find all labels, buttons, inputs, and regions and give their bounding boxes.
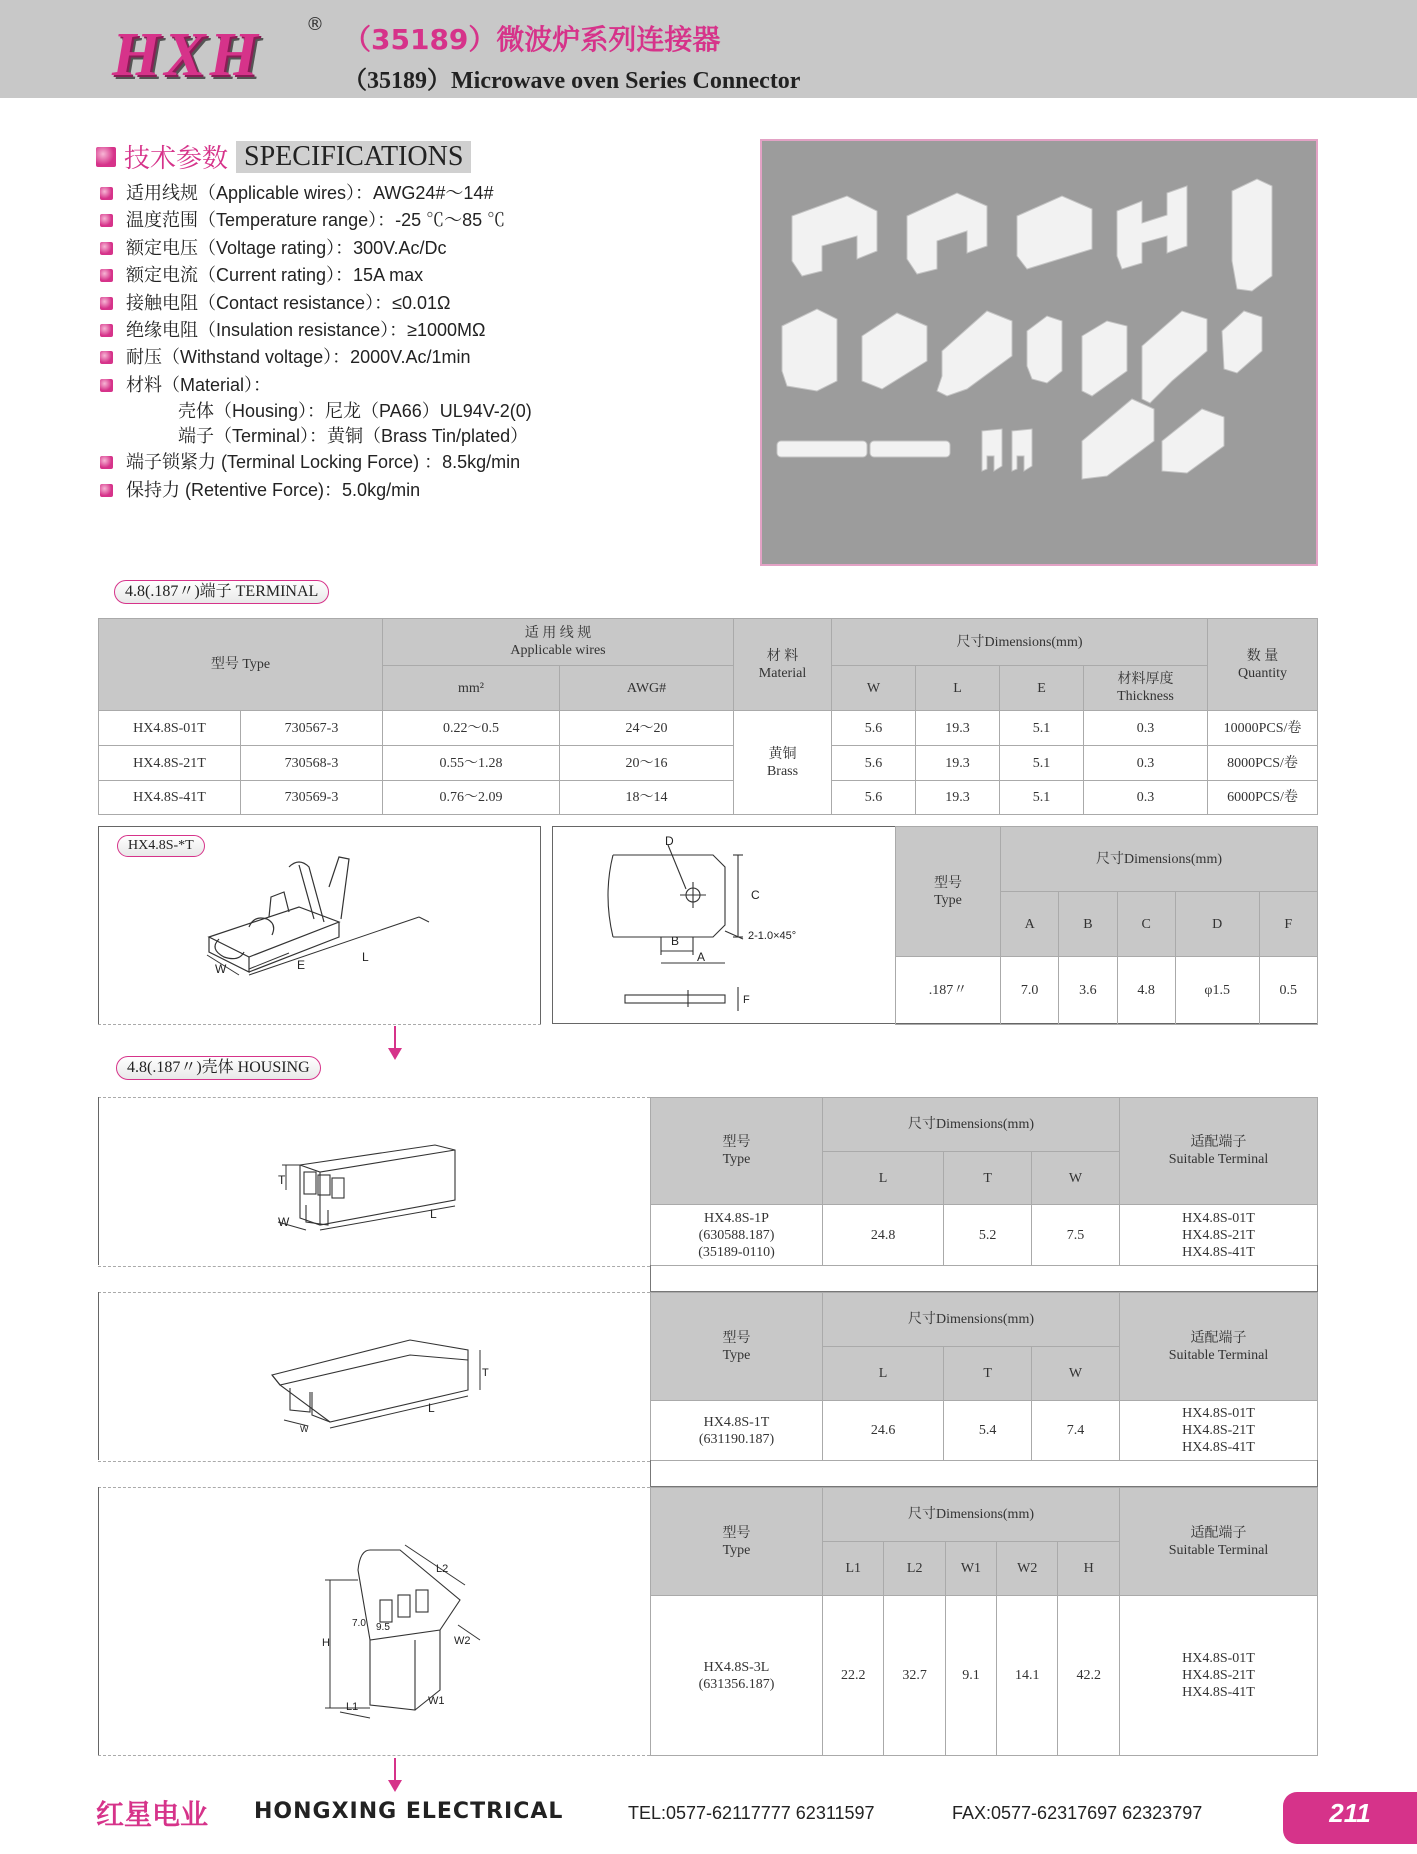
cell: 32.7 xyxy=(884,1596,945,1756)
cell: 7.5 xyxy=(1032,1205,1120,1266)
cell: 9.1 xyxy=(945,1596,996,1756)
specifications-heading xyxy=(96,138,471,175)
wires-cn: 适 用 线 规 xyxy=(524,626,592,641)
cell: 5.4 xyxy=(944,1401,1032,1461)
cell: 5.2 xyxy=(944,1205,1032,1266)
h3-col-h: H xyxy=(1058,1542,1120,1596)
bullet-square-icon xyxy=(100,187,113,200)
table-gap xyxy=(650,1265,1318,1292)
tab-c-label: C xyxy=(751,888,760,902)
bullet-square-icon xyxy=(100,324,113,337)
h3-col-l2: L2 xyxy=(884,1542,945,1596)
cell-suitable xyxy=(1120,1596,1318,1756)
col-wires xyxy=(383,619,734,666)
telephone: TEL:0577-62117777 62311597 xyxy=(628,1803,875,1823)
hxh-logo: HXH xyxy=(112,21,262,89)
spec-text: 适用线规（Applicable wires）：AWG24#～14# xyxy=(126,183,494,203)
spec-text: 保持力 (Retentive Force)：5.0kg/min xyxy=(126,479,421,500)
cell: HX4.8S-21T xyxy=(99,746,241,781)
h3-col-dims: 尺寸Dimensions(mm) xyxy=(823,1488,1120,1542)
cell: 8000PCS/卷 xyxy=(1208,746,1318,781)
material-en: Material xyxy=(758,665,807,681)
spec-text: 绝缘电阻（Insulation resistance）：≥1000MΩ xyxy=(126,319,486,340)
h3-h-label: H xyxy=(322,1637,330,1649)
cell: 0.76～2.09 xyxy=(383,781,560,815)
tab-d-label: D xyxy=(665,834,674,848)
terminal-section-tag: 4.8(.187〃)端子 TERMINAL xyxy=(114,580,329,604)
type-cn: 型号 xyxy=(722,1330,751,1346)
type-en: Type xyxy=(722,1347,751,1363)
spec-item xyxy=(100,180,740,207)
h2-col-t: T xyxy=(944,1347,1032,1401)
cell: 0.22～0.5 xyxy=(383,711,560,746)
type-line: (630588.187) xyxy=(698,1227,775,1243)
h3-col-w2: W2 xyxy=(997,1542,1058,1596)
bullet-square-icon xyxy=(100,214,113,227)
type-line: (35189-0110) xyxy=(698,1244,775,1260)
bullet-square-icon xyxy=(100,379,113,392)
table-row xyxy=(896,957,1318,1025)
tab-dimensions-box xyxy=(552,826,1318,1024)
cell: 19.3 xyxy=(916,746,1000,781)
h3-9-label: 9.5 xyxy=(376,1622,390,1633)
terminal-drawing-tag: HX4.8S-*T xyxy=(117,835,205,857)
thick-cn: 材料厚度 xyxy=(1117,672,1174,687)
dim-e-label: E xyxy=(297,958,306,972)
divider xyxy=(98,1266,650,1267)
terminal-spec-table xyxy=(98,618,1318,815)
type-cn: 型号 xyxy=(722,1135,751,1150)
cell: 5.1 xyxy=(1000,746,1084,781)
type-line: (631356.187) xyxy=(698,1676,775,1692)
page-number: 211 xyxy=(1329,1798,1371,1828)
qty-cn: 数 量 xyxy=(1246,648,1279,664)
spec-text: 额定电压（Voltage rating）：300V.Ac/Dc xyxy=(126,237,447,258)
cell-type xyxy=(651,1205,823,1266)
divider xyxy=(98,1755,650,1756)
cell: 730569-3 xyxy=(241,781,383,815)
spec-heading-cn: 技术参数 xyxy=(124,144,229,174)
cell: 5.6 xyxy=(832,746,916,781)
cell: 5.6 xyxy=(832,781,916,815)
type-line: HX4.8S-1T xyxy=(703,1414,770,1430)
h2-t-label: T xyxy=(482,1367,489,1379)
suit-en: Suitable Terminal xyxy=(1168,1542,1269,1558)
brand-en: HONGXING ELECTRICAL xyxy=(254,1799,564,1824)
cell-suitable xyxy=(1120,1401,1318,1461)
col-awg: AWG# xyxy=(560,666,734,711)
bullet-square-icon xyxy=(96,147,116,167)
spec-heading-en: SPECIFICATIONS xyxy=(236,141,471,173)
housing-1p-drawing xyxy=(260,1130,500,1245)
h3-7-label: 7.0 xyxy=(352,1618,366,1629)
down-arrow-icon xyxy=(394,1758,396,1788)
bullet-square-icon xyxy=(100,456,113,469)
tab-col-f: F xyxy=(1259,892,1317,957)
spec-text: 耐压（Withstand voltage）：2000V.Ac/1min xyxy=(126,347,471,368)
h3-col-type xyxy=(651,1488,823,1596)
spec-item xyxy=(100,235,740,262)
suitable-line: HX4.8S-01T xyxy=(1182,1210,1255,1226)
dim-w-label: W xyxy=(215,962,227,976)
divider xyxy=(98,1292,650,1293)
h1-w-label: W xyxy=(278,1215,290,1229)
suit-en: Suitable Terminal xyxy=(1168,1152,1269,1167)
spec-item xyxy=(100,207,740,234)
spec-item xyxy=(100,344,740,371)
spec-text: 温度范围（Temperature range）：-25 ℃～85 ℃ xyxy=(126,210,506,231)
table-row xyxy=(651,1596,1318,1756)
tab-col-type xyxy=(896,827,1001,957)
suitable-line: HX4.8S-21T xyxy=(1182,1423,1255,1438)
dim-l-label: L xyxy=(362,950,369,964)
spec-item xyxy=(100,262,740,289)
type-en: Type xyxy=(722,1152,751,1167)
terminal-drawing-box xyxy=(98,826,541,1024)
material-cell xyxy=(734,711,832,815)
fax: FAX:0577-62317697 62323797 xyxy=(952,1803,1203,1823)
type-line: (631190.187) xyxy=(698,1431,775,1447)
housing-1t-table xyxy=(650,1292,1318,1461)
qty-en: Quantity xyxy=(1238,665,1287,681)
block-left-border xyxy=(98,1487,99,1755)
col-type: 型号 Type xyxy=(99,619,383,711)
suitable-line: HX4.8S-41T xyxy=(1182,1685,1255,1700)
table-row xyxy=(651,1401,1318,1461)
spec-item xyxy=(100,290,740,317)
h3-w2-label: W2 xyxy=(454,1635,471,1647)
col-w: W xyxy=(832,666,916,711)
tab-a-label: A xyxy=(697,950,706,964)
type-cn: 型号 xyxy=(934,875,962,891)
block-left-border xyxy=(98,1097,99,1265)
cell: 20～16 xyxy=(560,746,734,781)
suitable-line: HX4.8S-01T xyxy=(1182,1651,1255,1666)
col-quantity xyxy=(1208,619,1318,711)
down-arrow-icon xyxy=(394,1026,396,1056)
bullet-square-icon xyxy=(100,242,113,255)
tab-col-b: B xyxy=(1059,892,1117,957)
tab-chamfer-label: 2-1.0×45° xyxy=(748,930,797,942)
cell: 22.2 xyxy=(823,1596,884,1756)
tab-dimensions-table xyxy=(895,826,1318,1025)
h2-col-l: L xyxy=(823,1347,944,1401)
table-row xyxy=(651,1205,1318,1266)
spec-text: 材料（Material）： xyxy=(126,374,272,395)
spec-item xyxy=(100,477,740,504)
divider xyxy=(98,1097,650,1098)
cell-type xyxy=(651,1401,823,1461)
h1-col-suitable xyxy=(1120,1098,1318,1205)
suitable-line: HX4.8S-41T xyxy=(1182,1440,1255,1455)
h1-col-t: T xyxy=(944,1152,1032,1205)
col-l: L xyxy=(916,666,1000,711)
wires-en: Applicable wires xyxy=(510,643,606,658)
bullet-square-icon xyxy=(100,351,113,364)
cell: 18～14 xyxy=(560,781,734,815)
suit-en: Suitable Terminal xyxy=(1168,1347,1269,1363)
spec-text: 接触电阻（Contact resistance）：≤0.01Ω xyxy=(126,292,451,313)
housing-3l-drawing xyxy=(310,1530,510,1720)
title-cn: （35189）微波炉系列连接器 xyxy=(343,23,721,56)
title-en: （35189）Microwave oven Series Connector xyxy=(343,68,801,94)
cell: 6000PCS/卷 xyxy=(1208,781,1318,815)
cell: 24.8 xyxy=(823,1205,944,1266)
col-dims: 尺寸Dimensions(mm) xyxy=(832,619,1208,666)
cell: 14.1 xyxy=(997,1596,1058,1756)
cell: 7.4 xyxy=(1032,1401,1120,1461)
spec-item xyxy=(100,317,740,344)
housing-3l-table xyxy=(650,1487,1318,1756)
divider xyxy=(98,1487,650,1488)
cell: 3.6 xyxy=(1059,957,1117,1025)
connector-photo-illustration xyxy=(762,141,1316,564)
h2-col-suitable xyxy=(1120,1293,1318,1401)
housing-1p-table xyxy=(650,1097,1318,1266)
tab-col-c: C xyxy=(1117,892,1175,957)
tab-b-label: B xyxy=(671,934,680,948)
suitable-line: HX4.8S-21T xyxy=(1182,1668,1255,1683)
suitable-line: HX4.8S-41T xyxy=(1182,1244,1255,1260)
h3-col-l1: L1 xyxy=(823,1542,884,1596)
cell-type xyxy=(651,1596,823,1756)
cell: 0.3 xyxy=(1084,746,1208,781)
table-gap xyxy=(650,1460,1318,1487)
col-thickness xyxy=(1084,666,1208,711)
cell: 24.6 xyxy=(823,1401,944,1461)
table-row xyxy=(99,746,1318,781)
h1-col-dims: 尺寸Dimensions(mm) xyxy=(823,1098,1120,1152)
cell: 19.3 xyxy=(916,781,1000,815)
spec-text: 端子锁紧力 (Terminal Locking Force) ：8.5kg/min xyxy=(126,452,521,473)
h1-col-type xyxy=(651,1098,823,1205)
tab-col-a: A xyxy=(1001,892,1059,957)
spec-item xyxy=(100,372,740,399)
h3-col-w1: W1 xyxy=(945,1542,996,1596)
thick-en: Thickness xyxy=(1117,689,1174,704)
h3-col-suitable xyxy=(1120,1488,1318,1596)
h2-col-dims: 尺寸Dimensions(mm) xyxy=(823,1293,1120,1347)
col-material xyxy=(734,619,832,711)
terminal-drawing xyxy=(99,827,539,1022)
cell: 10000PCS/卷 xyxy=(1208,711,1318,746)
h2-col-w: W xyxy=(1032,1347,1120,1401)
block-left-border xyxy=(98,1292,99,1460)
cell: 5.1 xyxy=(1000,781,1084,815)
h1-t-label: T xyxy=(278,1173,286,1187)
bullet-square-icon xyxy=(100,297,113,310)
material-terminal: 端子（Terminal）：黄铜（Brass Tin/plated） xyxy=(178,426,529,447)
bullet-square-icon xyxy=(100,269,113,282)
cell: 0.55～1.28 xyxy=(383,746,560,781)
cell: 730567-3 xyxy=(241,711,383,746)
tab-drawing xyxy=(553,827,895,1023)
h2-col-type xyxy=(651,1293,823,1401)
cell: 0.3 xyxy=(1084,711,1208,746)
cell: 0.3 xyxy=(1084,781,1208,815)
cell: .187〃 xyxy=(896,957,1001,1025)
type-line: HX4.8S-1P xyxy=(704,1210,769,1226)
h3-l2-label: L2 xyxy=(436,1563,449,1575)
h2-w-label: W xyxy=(300,1424,309,1434)
col-mm2: mm² xyxy=(383,666,560,711)
cell: HX4.8S-41T xyxy=(99,781,241,815)
cell: 5.1 xyxy=(1000,711,1084,746)
type-line: HX4.8S-3L xyxy=(703,1659,770,1675)
suitable-line: HX4.8S-21T xyxy=(1182,1227,1255,1243)
suit-cn: 适配端子 xyxy=(1190,1525,1247,1541)
suit-cn: 适配端子 xyxy=(1190,1330,1247,1346)
cell: 7.0 xyxy=(1001,957,1059,1025)
cell: 730568-3 xyxy=(241,746,383,781)
suitable-line: HX4.8S-01T xyxy=(1182,1406,1255,1421)
cell: 5.6 xyxy=(832,711,916,746)
h1-l-label: L xyxy=(430,1207,437,1221)
bullet-square-icon xyxy=(100,484,113,497)
h2-l-label: L xyxy=(428,1401,435,1415)
brass-en: Brass xyxy=(766,763,799,779)
h3-w1-label: W1 xyxy=(428,1695,445,1707)
spec-item xyxy=(100,449,740,476)
cell: 0.5 xyxy=(1259,957,1317,1025)
housing-section-tag: 4.8(.187〃)壳体 HOUSING xyxy=(116,1056,321,1080)
material-housing: 壳体（Housing）：尼龙（PA66）UL94V-2(0) xyxy=(178,401,532,422)
divider xyxy=(98,1024,541,1025)
cell: 24～20 xyxy=(560,711,734,746)
suit-cn: 适配端子 xyxy=(1190,1135,1247,1150)
material-cn: 材 料 xyxy=(766,648,799,664)
table-row xyxy=(99,781,1318,815)
h3-l1-label: L1 xyxy=(346,1701,359,1713)
registered-mark: ® xyxy=(306,14,324,35)
tab-f-label: F xyxy=(743,994,750,1006)
cell: HX4.8S-01T xyxy=(99,711,241,746)
housing-1t-drawing xyxy=(260,1330,500,1435)
h1-col-l: L xyxy=(823,1152,944,1205)
brand-cn: 红星电业 xyxy=(96,1798,209,1831)
cell: φ1.5 xyxy=(1175,957,1259,1025)
table-row xyxy=(99,711,1318,746)
cell: 19.3 xyxy=(916,711,1000,746)
cell: 42.2 xyxy=(1058,1596,1120,1756)
product-photo xyxy=(760,139,1318,566)
cell-suitable xyxy=(1120,1205,1318,1266)
tab-col-dims: 尺寸Dimensions(mm) xyxy=(1001,827,1318,892)
spec-list xyxy=(100,180,740,504)
type-en: Type xyxy=(934,892,962,908)
brass-cn: 黄铜 xyxy=(768,746,797,762)
h1-col-w: W xyxy=(1032,1152,1120,1205)
type-cn: 型号 xyxy=(722,1525,751,1541)
col-e: E xyxy=(1000,666,1084,711)
tab-col-d: D xyxy=(1175,892,1259,957)
divider xyxy=(98,1461,650,1462)
spec-text: 额定电流（Current rating）：15A max xyxy=(126,265,424,286)
type-en: Type xyxy=(722,1542,751,1558)
cell: 4.8 xyxy=(1117,957,1175,1025)
